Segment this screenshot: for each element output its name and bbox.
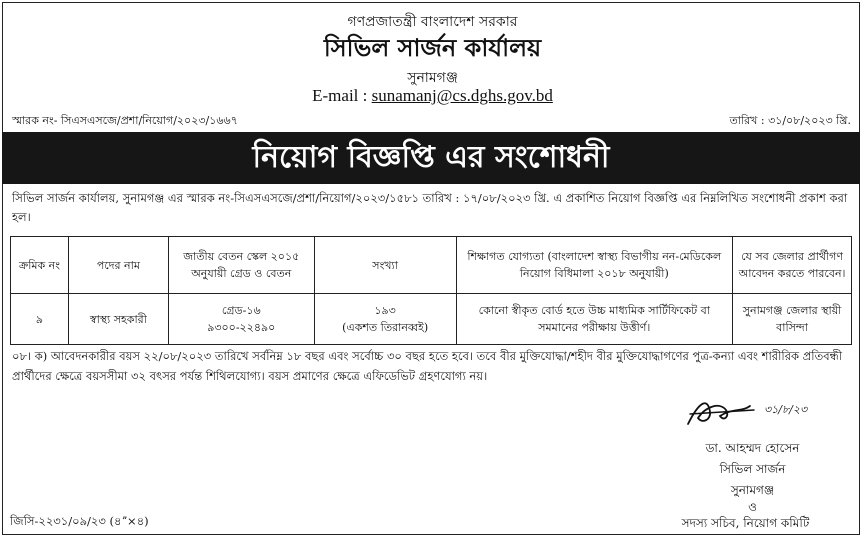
age-condition-paragraph: ০৮। ক) আবেদনকারীর বয়স ২২/০৮/২০২৩ তারিখে সর্বনিম্ন ১৮ বছর এবং সর্বোচ্চ ৩০ বছর হতে হবে। তবে বীর মুক্তিযোদ্ধা/শহীদ বীর মুক্তিযোদ্ধাগণের পুত্র-কন্যা এবং শারীরিক প্রতিবন্ধী প্রার্থীদের ক্ষেত্রে বয়সসীমা ৩২ বৎসর পর্যন্ত শিথিলযোগ্য। বয়স প্রমাণের ক্ষেত্রে এফিডেভিট গ্রহণযোগ্য নয়। (12, 349, 843, 383)
cell-qualification: কোনো স্বীকৃত বোর্ড হতে উচ্চ মাধ্যমিক সার্টিফিকেট বা সমমানের পরীক্ষায় উত্তীর্ণ। (456, 294, 733, 345)
cell-count (314, 294, 456, 345)
vacancy-table (10, 236, 852, 345)
signer-and: ও (748, 500, 757, 514)
cell-serial: ৯ (11, 294, 69, 345)
count-number: ১৯৩ (374, 304, 396, 317)
table-row (11, 294, 852, 345)
signer-name: ডা. আহম্মদ হোসেন (705, 441, 800, 455)
memo-number: স্মারক নং- সিএসএসজে/প্রশা/নিয়োগ/২০২৩/১৬৬৭ (12, 114, 238, 127)
cell-grade-pay (168, 294, 314, 345)
intro-paragraph: সিভিল সার্জন কার্যালয়, সুনামগঞ্জ এর স্মারক নং-সিএসএসজে/প্রশা/নিয়োগ/২০২৩/১৫৮১ তারিখ : ১৭/০৮/২০২৩ খ্রি. এ প্রকাশিত নিয়োগ বিজ্ঞপ্তি এর নিম্নলিখিত সংশোধনী প্রকাশ করা হল। (12, 191, 848, 224)
count-words: (একশত তিরানব্বই) (342, 321, 429, 334)
signature-image (680, 392, 850, 432)
grade-text: গ্রেড-১৬ (221, 304, 261, 317)
cell-post: স্বাস্থ্য সহকারী (68, 294, 168, 345)
signer-title: সিভিল সার্জন (719, 462, 786, 476)
gc-reference: জিসি-২২৩১/০৯/২৩ (৪ˮ×৪) (10, 514, 149, 528)
pay-text: ৯৩০০-২২৪৯০ (207, 321, 276, 334)
table-header-row (11, 237, 852, 294)
col-grade-pay: জাতীয় বেতন স্কেল ২০১৫ অনুযায়ী গ্রেড ও বেতন (168, 237, 314, 294)
col-count: সংখ্যা (314, 237, 456, 294)
col-qualification: শিক্ষাগত যোগ্যতা (বাংলাদেশ স্বাস্থ্য বিভাগীয় নন-মেডিকেল নিয়োগ বিধিমালা ২০১৮ অনুযায়ী) (456, 237, 733, 294)
email-label: E-mail : (312, 86, 372, 105)
cell-districts: সুনামগঞ্জ জেলার স্থায়ী বাসিন্দা (733, 294, 852, 345)
col-post: পদের নাম (68, 237, 168, 294)
notice-banner: নিয়োগ বিজ্ঞপ্তি এর সংশোধনী (2, 132, 860, 184)
email-line (0, 86, 865, 106)
email-link[interactable]: sunamanj@cs.dghs.gov.bd (371, 86, 553, 105)
signer-district: সুনামগঞ্জ (730, 483, 775, 497)
signer-role: সদস্য সচিব, নিয়োগ কমিটি (681, 516, 810, 530)
government-name: গণপ্রজাতন্ত্রী বাংলাদেশ সরকার (347, 14, 518, 30)
col-districts: যে সব জেলার প্রার্থীগণ আবেদন করতে পারবেন। (733, 237, 852, 294)
signer-block (681, 438, 820, 534)
notice-date: তারিখ : ৩১/০৮/২০২৩ খ্রি. (729, 114, 851, 127)
office-district: সুনামগঞ্জ (407, 70, 458, 86)
col-serial: ক্রমিক নং (11, 237, 69, 294)
signature-date: ৩১/৮/২৩ (764, 403, 808, 416)
office-title: সিভিল সার্জন কার্যালয় (323, 33, 542, 62)
